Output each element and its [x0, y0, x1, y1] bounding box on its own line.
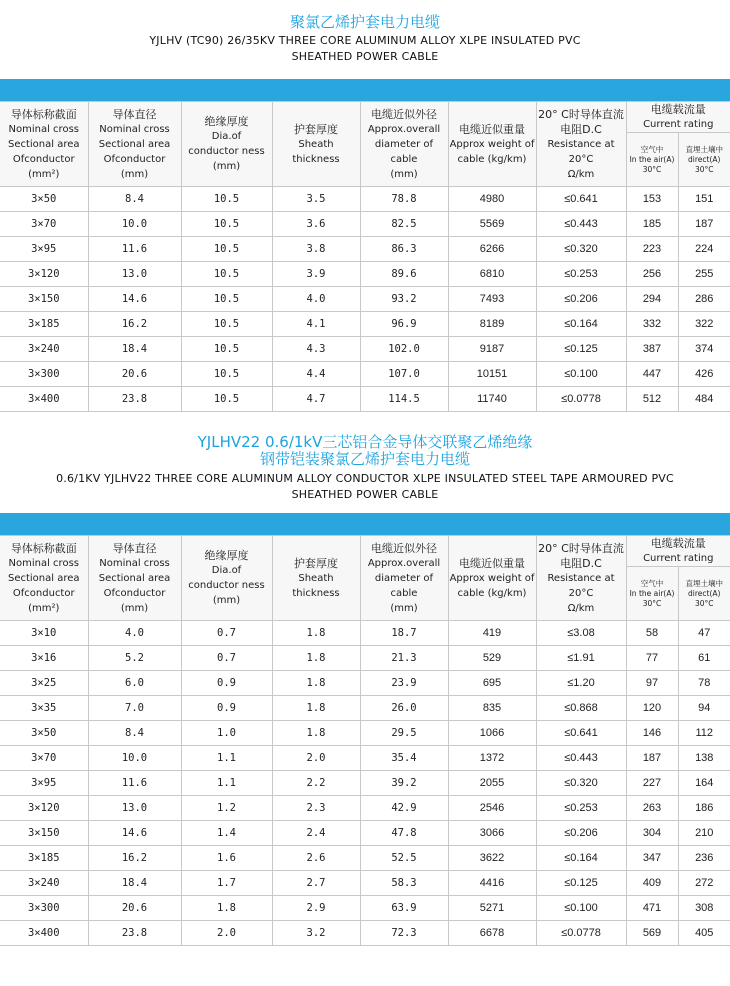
table-cell: 1.0	[181, 721, 272, 746]
section-2	[0, 434, 730, 503]
table-cell: 3×25	[0, 671, 88, 696]
table-cell: ≤0.0778	[536, 921, 626, 946]
table-cell: 5569	[448, 212, 536, 237]
table-cell: 4.7	[272, 387, 360, 412]
col-header-current-rating: 电缆载流量 Current rating	[626, 536, 730, 567]
table-row	[0, 746, 730, 771]
table-row	[0, 262, 730, 287]
section-1	[0, 14, 730, 65]
table-row	[0, 921, 730, 946]
table-row	[0, 646, 730, 671]
table-cell: 4980	[448, 187, 536, 212]
col-header-air: 空气中 In the air(A) 30°C	[626, 567, 678, 621]
table-cell: 2.0	[181, 921, 272, 946]
table-cell: 6810	[448, 262, 536, 287]
table-cell: 3×95	[0, 771, 88, 796]
table-row	[0, 387, 730, 412]
table-cell: ≤0.868	[536, 696, 626, 721]
table-cell: 8.4	[88, 721, 181, 746]
table-cell: 0.7	[181, 646, 272, 671]
table-cell: 426	[678, 362, 730, 387]
table-cell: 2.3	[272, 796, 360, 821]
table-cell: ≤0.641	[536, 187, 626, 212]
section-1-table	[0, 101, 730, 412]
table-cell: 2.4	[272, 821, 360, 846]
table-cell: ≤0.206	[536, 287, 626, 312]
table-cell: 1.8	[181, 896, 272, 921]
table-cell: 5271	[448, 896, 536, 921]
table-cell: 3×10	[0, 621, 88, 646]
table-cell: 1066	[448, 721, 536, 746]
col-header-outer-diameter: 电缆近似外径 Approx.overall diameter of cable (mm)	[360, 536, 448, 621]
table-cell: 695	[448, 671, 536, 696]
table-cell: 16.2	[88, 846, 181, 871]
col-header-current-rating: 电缆载流量 Current rating	[626, 102, 730, 133]
table-row	[0, 621, 730, 646]
table-cell: 304	[626, 821, 678, 846]
table-cell: 1.2	[181, 796, 272, 821]
table-cell: 8.4	[88, 187, 181, 212]
table-cell: 3.2	[272, 921, 360, 946]
table-cell: ≤3.08	[536, 621, 626, 646]
table-cell: 3.8	[272, 237, 360, 262]
table-cell: 1.7	[181, 871, 272, 896]
table-cell: 18.4	[88, 871, 181, 896]
table-cell: 52.5	[360, 846, 448, 871]
table-cell: 272	[678, 871, 730, 896]
col-header-outer-diameter: 电缆近似外径 Approx.overall diameter of cable (mm)	[360, 102, 448, 187]
table-cell: 138	[678, 746, 730, 771]
table-cell: 11.6	[88, 771, 181, 796]
table-cell: 39.2	[360, 771, 448, 796]
table-cell: 471	[626, 896, 678, 921]
table-cell: 186	[678, 796, 730, 821]
table-cell: 107.0	[360, 362, 448, 387]
table-cell: 1.1	[181, 771, 272, 796]
table-cell: 3×50	[0, 721, 88, 746]
table-cell: 3×300	[0, 896, 88, 921]
table-cell: 29.5	[360, 721, 448, 746]
section-2-table	[0, 535, 730, 946]
table-cell: 3622	[448, 846, 536, 871]
table-cell: 58	[626, 621, 678, 646]
section-2-title-en-line2: SHEATHED POWER CABLE	[291, 488, 439, 501]
section-1-table-wrap	[0, 79, 730, 412]
table-row	[0, 187, 730, 212]
table-cell: 185	[626, 212, 678, 237]
table-cell: 0.9	[181, 671, 272, 696]
table-cell: 86.3	[360, 237, 448, 262]
table-cell: 294	[626, 287, 678, 312]
table-row	[0, 846, 730, 871]
table-cell: 2055	[448, 771, 536, 796]
table-cell: 6.0	[88, 671, 181, 696]
table-cell: 11740	[448, 387, 536, 412]
table-cell: 61	[678, 646, 730, 671]
table-cell: 47	[678, 621, 730, 646]
table-cell: 23.8	[88, 387, 181, 412]
table-cell: 529	[448, 646, 536, 671]
table-cell: 96.9	[360, 312, 448, 337]
table-cell: 58.3	[360, 871, 448, 896]
table-cell: 210	[678, 821, 730, 846]
table-cell: 332	[626, 312, 678, 337]
table-row	[0, 312, 730, 337]
table-cell: 0.9	[181, 696, 272, 721]
table-cell: 3×120	[0, 796, 88, 821]
table-cell: 10.5	[181, 187, 272, 212]
table-cell: 4.4	[272, 362, 360, 387]
table-row	[0, 696, 730, 721]
table-cell: 89.6	[360, 262, 448, 287]
col-header-resistance: 20° C时导体直流 电阻D.C Resistance at 20°C Ω/km	[536, 102, 626, 187]
col-header-sheath: 护套厚度 Sheath thickness	[272, 536, 360, 621]
table-cell: 1.1	[181, 746, 272, 771]
table-cell: 120	[626, 696, 678, 721]
table-cell: 78.8	[360, 187, 448, 212]
table-cell: 4.3	[272, 337, 360, 362]
table-cell: 10.5	[181, 287, 272, 312]
table-cell: 93.2	[360, 287, 448, 312]
section-2-table-wrap	[0, 513, 730, 946]
table-row	[0, 771, 730, 796]
section-1-header-bar	[0, 79, 730, 101]
table-row	[0, 212, 730, 237]
table-cell: ≤0.443	[536, 212, 626, 237]
table-cell: 146	[626, 721, 678, 746]
section-1-title-en-line2: SHEATHED POWER CABLE	[291, 50, 439, 63]
table-cell: 10151	[448, 362, 536, 387]
table-cell: 102.0	[360, 337, 448, 362]
table-cell: 10.5	[181, 237, 272, 262]
table-cell: 2.9	[272, 896, 360, 921]
col-header-air: 空气中 In the air(A) 30°C	[626, 133, 678, 187]
table-cell: 20.6	[88, 362, 181, 387]
table-cell: 63.9	[360, 896, 448, 921]
table-cell: 4.0	[88, 621, 181, 646]
table-cell: 405	[678, 921, 730, 946]
table-cell: 82.5	[360, 212, 448, 237]
table-cell: 112	[678, 721, 730, 746]
table-cell: 447	[626, 362, 678, 387]
table-cell: 10.5	[181, 212, 272, 237]
table-cell: 3×240	[0, 337, 88, 362]
table-row	[0, 671, 730, 696]
table-cell: 374	[678, 337, 730, 362]
table-cell: ≤0.0778	[536, 387, 626, 412]
table-cell: 3.9	[272, 262, 360, 287]
table-cell: 164	[678, 771, 730, 796]
table-row	[0, 821, 730, 846]
table-cell: 21.3	[360, 646, 448, 671]
table-cell: ≤0.253	[536, 262, 626, 287]
table-cell: 10.5	[181, 262, 272, 287]
table-cell: 3×400	[0, 387, 88, 412]
table-cell: 94	[678, 696, 730, 721]
table-cell: ≤0.641	[536, 721, 626, 746]
table-cell: 6266	[448, 237, 536, 262]
table-cell: 78	[678, 671, 730, 696]
table-row	[0, 796, 730, 821]
table-cell: 7.0	[88, 696, 181, 721]
table-cell: ≤0.125	[536, 871, 626, 896]
table-cell: 2.0	[272, 746, 360, 771]
table-cell: 569	[626, 921, 678, 946]
table-row	[0, 896, 730, 921]
table-row	[0, 721, 730, 746]
table-cell: 5.2	[88, 646, 181, 671]
table-cell: ≤0.164	[536, 846, 626, 871]
table-cell: 23.8	[88, 921, 181, 946]
table-row	[0, 237, 730, 262]
table-cell: 4.0	[272, 287, 360, 312]
table-cell: 151	[678, 187, 730, 212]
table-cell: ≤0.100	[536, 896, 626, 921]
table-cell: 3×35	[0, 696, 88, 721]
table-cell: 4.1	[272, 312, 360, 337]
table-cell: 97	[626, 671, 678, 696]
table-cell: 10.5	[181, 337, 272, 362]
section-2-title-en-line1: 0.6/1KV YJLHV22 THREE CORE ALUMINUM ALLOY CONDUCTOR XLPE INSULATED STEEL TAPE ARMOURED PVC	[56, 472, 674, 485]
table-cell: 18.4	[88, 337, 181, 362]
table-cell: 10.5	[181, 362, 272, 387]
table-cell: 3×150	[0, 821, 88, 846]
table-cell: 227	[626, 771, 678, 796]
table-cell: 1.8	[272, 671, 360, 696]
table-cell: ≤0.443	[536, 746, 626, 771]
table-cell: ≤0.320	[536, 771, 626, 796]
table-cell: 9187	[448, 337, 536, 362]
table-cell: 347	[626, 846, 678, 871]
table-cell: 26.0	[360, 696, 448, 721]
table-cell: 10.5	[181, 312, 272, 337]
table-cell: 3×400	[0, 921, 88, 946]
table-cell: 1.8	[272, 721, 360, 746]
section-1-title-en-line1: YJLHV (TC90) 26/35KV THREE CORE ALUMINUM ALLOY XLPE INSULATED PVC	[149, 34, 581, 47]
table-row	[0, 871, 730, 896]
table-row	[0, 337, 730, 362]
col-header-diameter: 导体直径 Nominal cross Sectional area Ofconductor (mm)	[88, 102, 181, 187]
table-row	[0, 362, 730, 387]
col-header-resistance: 20° C时导体直流 电阻D.C Resistance at 20°C Ω/km	[536, 536, 626, 621]
table-cell: 3×70	[0, 212, 88, 237]
table-row	[0, 287, 730, 312]
table-cell: 72.3	[360, 921, 448, 946]
table-cell: 3×50	[0, 187, 88, 212]
table-cell: 0.7	[181, 621, 272, 646]
table-cell: 14.6	[88, 287, 181, 312]
section-1-title-cn: 聚氯乙烯护套电力电缆	[289, 13, 440, 31]
table-cell: 1.8	[272, 696, 360, 721]
table-cell: 187	[626, 746, 678, 771]
table-cell: 1.8	[272, 621, 360, 646]
table-cell: 236	[678, 846, 730, 871]
col-header-sheath: 护套厚度 Sheath thickness	[272, 102, 360, 187]
table-cell: 224	[678, 237, 730, 262]
section-2-header-bar	[0, 513, 730, 535]
table-cell: ≤0.206	[536, 821, 626, 846]
table-cell: ≤0.253	[536, 796, 626, 821]
table-cell: ≤1.91	[536, 646, 626, 671]
table-cell: 255	[678, 262, 730, 287]
table-cell: 3×185	[0, 846, 88, 871]
table-cell: ≤0.125	[536, 337, 626, 362]
table-cell: 223	[626, 237, 678, 262]
table-cell: 10.5	[181, 387, 272, 412]
table-cell: 409	[626, 871, 678, 896]
table-cell: 77	[626, 646, 678, 671]
table-cell: 10.0	[88, 212, 181, 237]
table-cell: 3×300	[0, 362, 88, 387]
table-cell: 2.7	[272, 871, 360, 896]
table-cell: 3×185	[0, 312, 88, 337]
table-cell: 3×240	[0, 871, 88, 896]
table-cell: 11.6	[88, 237, 181, 262]
table-cell: 2.6	[272, 846, 360, 871]
table-cell: 263	[626, 796, 678, 821]
table-cell: 3×150	[0, 287, 88, 312]
table-cell: 3.6	[272, 212, 360, 237]
section-1-table-body	[0, 187, 730, 412]
table-cell: 484	[678, 387, 730, 412]
table-cell: 286	[678, 287, 730, 312]
table-cell: ≤0.320	[536, 237, 626, 262]
table-cell: 256	[626, 262, 678, 287]
table-cell: 14.6	[88, 821, 181, 846]
table-cell: ≤0.100	[536, 362, 626, 387]
table-cell: 16.2	[88, 312, 181, 337]
col-header-weight: 电缆近似重量 Approx weight of cable (kg/km)	[448, 102, 536, 187]
table-cell: 3×16	[0, 646, 88, 671]
table-cell: 18.7	[360, 621, 448, 646]
col-header-diameter: 导体直径 Nominal cross Sectional area Ofconductor (mm)	[88, 536, 181, 621]
table-cell: 42.9	[360, 796, 448, 821]
table-cell: 308	[678, 896, 730, 921]
table-cell: 387	[626, 337, 678, 362]
table-cell: 6678	[448, 921, 536, 946]
table-cell: 1.6	[181, 846, 272, 871]
table-cell: ≤1.20	[536, 671, 626, 696]
section-2-title-cn-line2: 钢带铠装聚氯乙烯护套电力电缆	[259, 450, 470, 468]
table-cell: 8189	[448, 312, 536, 337]
table-cell: 419	[448, 621, 536, 646]
table-cell: 3×95	[0, 237, 88, 262]
col-header-section: 导体标称截面 Nominal cross Sectional area Ofconductor (mm²)	[0, 102, 88, 187]
col-header-soil: 直埋土壤中 direct(A) 30°C	[678, 567, 730, 621]
table-cell: 3×120	[0, 262, 88, 287]
table-cell: 47.8	[360, 821, 448, 846]
col-header-soil: 直埋土壤中 direct(A) 30°C	[678, 133, 730, 187]
table-cell: 3.5	[272, 187, 360, 212]
col-header-insulation: 绝缘厚度 Dia.of conductor ness (mm)	[181, 102, 272, 187]
table-cell: 153	[626, 187, 678, 212]
table-cell: 187	[678, 212, 730, 237]
table-cell: 114.5	[360, 387, 448, 412]
table-cell: 20.6	[88, 896, 181, 921]
table-cell: 322	[678, 312, 730, 337]
table-cell: 512	[626, 387, 678, 412]
table-cell: 2.2	[272, 771, 360, 796]
table-cell: ≤0.164	[536, 312, 626, 337]
table-cell: 835	[448, 696, 536, 721]
col-header-insulation: 绝缘厚度 Dia.of conductor ness (mm)	[181, 536, 272, 621]
col-header-weight: 电缆近似重量 Approx weight of cable (kg/km)	[448, 536, 536, 621]
table-cell: 1372	[448, 746, 536, 771]
table-cell: 13.0	[88, 262, 181, 287]
section-2-title-cn-line1: YJLHV22 0.6/1kV三芯铝合金导体交联聚乙烯绝缘	[197, 433, 533, 451]
table-cell: 7493	[448, 287, 536, 312]
table-cell: 13.0	[88, 796, 181, 821]
table-cell: 35.4	[360, 746, 448, 771]
table-cell: 2546	[448, 796, 536, 821]
table-cell: 10.0	[88, 746, 181, 771]
table-cell: 23.9	[360, 671, 448, 696]
table-cell: 3×70	[0, 746, 88, 771]
table-cell: 1.8	[272, 646, 360, 671]
section-2-table-body	[0, 621, 730, 946]
table-cell: 4416	[448, 871, 536, 896]
table-cell: 1.4	[181, 821, 272, 846]
table-cell: 3066	[448, 821, 536, 846]
col-header-section: 导体标称截面 Nominal cross Sectional area Ofconductor (mm²)	[0, 536, 88, 621]
